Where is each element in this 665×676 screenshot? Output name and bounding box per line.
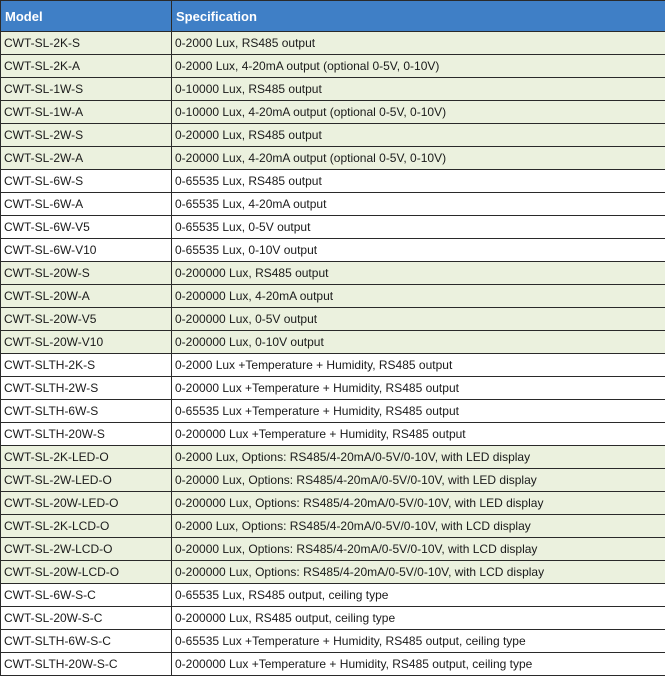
table-row xyxy=(1,469,665,492)
specification-cell: 0-200000 Lux, Options: RS485/4-20mA/0-5V/0-10V, with LCD display xyxy=(172,561,665,584)
specification-cell: 0-200000 Lux +Temperature + Humidity, RS485 output, ceiling type xyxy=(172,653,665,676)
model-cell: CWT-SL-2W-LED-O xyxy=(1,469,172,492)
specification-cell: 0-65535 Lux, 0-10V output xyxy=(172,239,665,262)
table-row xyxy=(1,584,665,607)
table-row xyxy=(1,55,665,78)
specification-cell: 0-20000 Lux, Options: RS485/4-20mA/0-5V/0-10V, with LED display xyxy=(172,469,665,492)
model-cell: CWT-SL-2W-S xyxy=(1,124,172,147)
model-cell: CWT-SL-1W-S xyxy=(1,78,172,101)
specification-cell: 0-20000 Lux, Options: RS485/4-20mA/0-5V/0-10V, with LCD display xyxy=(172,538,665,561)
specification-cell: 0-200000 Lux, Options: RS485/4-20mA/0-5V/0-10V, with LED display xyxy=(172,492,665,515)
model-cell: CWT-SLTH-20W-S xyxy=(1,423,172,446)
table-row xyxy=(1,124,665,147)
table-row xyxy=(1,170,665,193)
specification-cell: 0-200000 Lux, RS485 output xyxy=(172,262,665,285)
specification-cell: 0-2000 Lux +Temperature + Humidity, RS485 output xyxy=(172,354,665,377)
specification-cell: 0-200000 Lux, RS485 output, ceiling type xyxy=(172,607,665,630)
table-row xyxy=(1,308,665,331)
specification-cell: 0-200000 Lux, 4-20mA output xyxy=(172,285,665,308)
model-cell: CWT-SL-1W-A xyxy=(1,101,172,124)
table-row xyxy=(1,446,665,469)
model-cell: CWT-SL-2W-LCD-O xyxy=(1,538,172,561)
specification-cell: 0-2000 Lux, Options: RS485/4-20mA/0-5V/0-10V, with LCD display xyxy=(172,515,665,538)
specification-cell: 0-10000 Lux, 4-20mA output (optional 0-5V, 0-10V) xyxy=(172,101,665,124)
model-cell: CWT-SL-20W-V5 xyxy=(1,308,172,331)
table-row xyxy=(1,515,665,538)
table-row xyxy=(1,423,665,446)
model-cell: CWT-SL-6W-S-C xyxy=(1,584,172,607)
specification-cell: 0-65535 Lux, RS485 output xyxy=(172,170,665,193)
table-row xyxy=(1,78,665,101)
model-cell: CWT-SLTH-2W-S xyxy=(1,377,172,400)
table-row xyxy=(1,147,665,170)
model-cell: CWT-SL-2K-LED-O xyxy=(1,446,172,469)
column-header-specification: Specification xyxy=(172,1,665,32)
model-cell: CWT-SL-6W-A xyxy=(1,193,172,216)
model-cell: CWT-SL-2W-A xyxy=(1,147,172,170)
table-row xyxy=(1,216,665,239)
table-row xyxy=(1,354,665,377)
model-cell: CWT-SL-6W-V5 xyxy=(1,216,172,239)
model-cell: CWT-SL-6W-V10 xyxy=(1,239,172,262)
table-row xyxy=(1,561,665,584)
specification-cell: 0-65535 Lux, 4-20mA output xyxy=(172,193,665,216)
specification-cell: 0-10000 Lux, RS485 output xyxy=(172,78,665,101)
specification-cell: 0-2000 Lux, Options: RS485/4-20mA/0-5V/0-10V, with LED display xyxy=(172,446,665,469)
table-row xyxy=(1,538,665,561)
table-row xyxy=(1,607,665,630)
table-row xyxy=(1,630,665,653)
table-row xyxy=(1,653,665,676)
specification-cell: 0-200000 Lux, 0-10V output xyxy=(172,331,665,354)
table-row xyxy=(1,285,665,308)
specification-cell: 0-65535 Lux, 0-5V output xyxy=(172,216,665,239)
model-cell: CWT-SL-20W-A xyxy=(1,285,172,308)
specification-cell: 0-20000 Lux +Temperature + Humidity, RS485 output xyxy=(172,377,665,400)
specification-cell: 0-200000 Lux, 0-5V output xyxy=(172,308,665,331)
header-row xyxy=(1,1,665,32)
specification-cell: 0-65535 Lux +Temperature + Humidity, RS485 output xyxy=(172,400,665,423)
model-cell: CWT-SL-20W-LED-O xyxy=(1,492,172,515)
model-cell: CWT-SLTH-6W-S-C xyxy=(1,630,172,653)
specification-cell: 0-65535 Lux, RS485 output, ceiling type xyxy=(172,584,665,607)
model-cell: CWT-SL-2K-S xyxy=(1,32,172,55)
model-cell: CWT-SLTH-6W-S xyxy=(1,400,172,423)
model-cell: CWT-SLTH-20W-S-C xyxy=(1,653,172,676)
table-row xyxy=(1,377,665,400)
specification-cell: 0-200000 Lux +Temperature + Humidity, RS485 output xyxy=(172,423,665,446)
table-row xyxy=(1,193,665,216)
table-row xyxy=(1,239,665,262)
specification-cell: 0-20000 Lux, 4-20mA output (optional 0-5V, 0-10V) xyxy=(172,147,665,170)
specification-cell: 0-65535 Lux +Temperature + Humidity, RS485 output, ceiling type xyxy=(172,630,665,653)
model-cell: CWT-SLTH-2K-S xyxy=(1,354,172,377)
table-row xyxy=(1,262,665,285)
model-cell: CWT-SL-20W-S xyxy=(1,262,172,285)
table-body xyxy=(1,32,665,676)
table-row xyxy=(1,331,665,354)
column-header-model: Model xyxy=(1,1,172,32)
specification-cell: 0-2000 Lux, RS485 output xyxy=(172,32,665,55)
table-row xyxy=(1,101,665,124)
model-cell: CWT-SL-6W-S xyxy=(1,170,172,193)
specification-cell: 0-20000 Lux, RS485 output xyxy=(172,124,665,147)
table-row xyxy=(1,400,665,423)
model-cell: CWT-SL-20W-LCD-O xyxy=(1,561,172,584)
table-row xyxy=(1,32,665,55)
model-cell: CWT-SL-2K-LCD-O xyxy=(1,515,172,538)
model-cell: CWT-SL-20W-S-C xyxy=(1,607,172,630)
model-cell: CWT-SL-2K-A xyxy=(1,55,172,78)
specification-cell: 0-2000 Lux, 4-20mA output (optional 0-5V, 0-10V) xyxy=(172,55,665,78)
table-row xyxy=(1,492,665,515)
model-cell: CWT-SL-20W-V10 xyxy=(1,331,172,354)
